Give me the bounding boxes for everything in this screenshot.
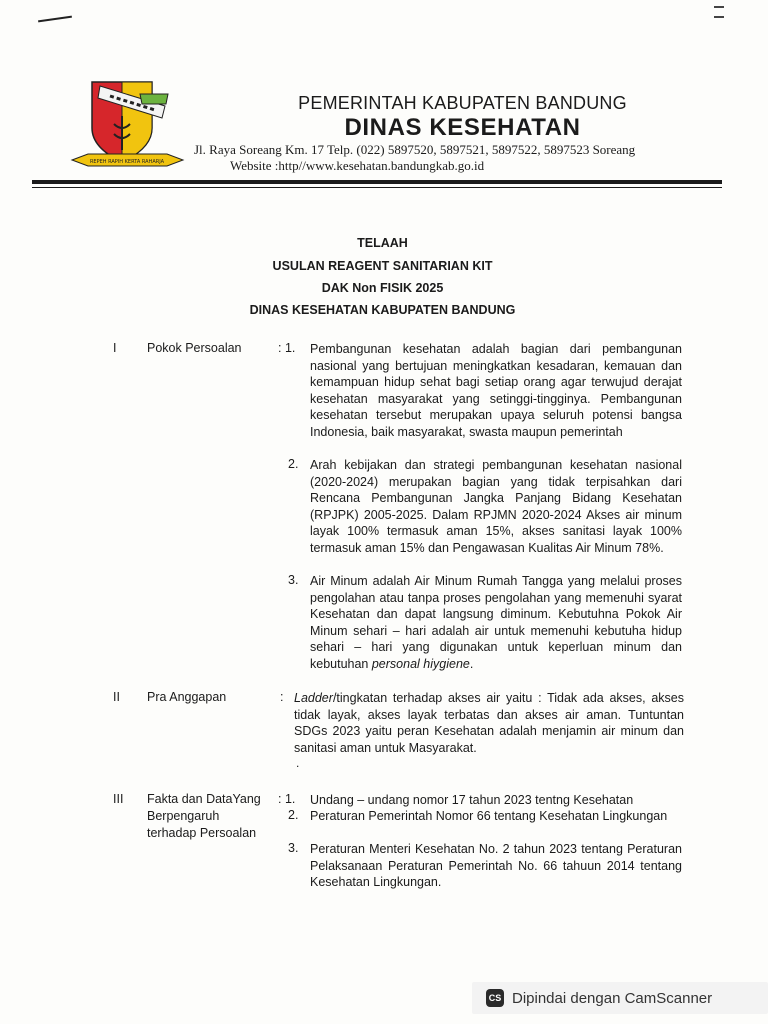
section-2-number: II [113,690,120,704]
section-3-label [147,791,277,842]
letterhead-website: Website :http//www.kesehatan.bandungkab.go.id [230,158,485,173]
letterhead-government: PEMERINTAH KABUPATEN BANDUNG [298,93,627,113]
section-3-item-1-text: Undang – undang nomor 17 tahun 2023 tentng Kesehatan [310,793,634,807]
kabupaten-bandung-logo [70,76,185,171]
section-1-label: Pokok Persoalan [147,341,242,355]
section-3-label-line-2: Berpengaruh [147,809,220,823]
section-1-number: I [113,341,117,355]
section-3-colon-item-1: : 1. [278,792,296,806]
section-3-label-line-3: terhadap Persoalan [147,826,257,840]
section-1-item-2-text: Arah kebijakan dan strategi pembangunan kesehatan nasional (2020-2024) merupakan bagian yang tidak terpisahkan dari Rencana Pembangunan Jangka Panjang Bidang Kesehatan (RPJPK) 2005-2025. Dalam RPJMN 2020-2024 Akses air minum layak 100% termasuk aman 15%, akses sanitasi layak 100% termasuk aman 15% dan Pengawasan Kualitas Air Minum 78%. [310,458,682,555]
section-1-item-1-text: Pembangunan kesehatan adalah bagian dari pembangunan nasional yang bertujuan meningkatkan kesadaran, kemauan dan kemampuan hidup sehat bagi setiap orang agar terwujud derajat kesehatan masyarakat yang setinggi-tingginya. Pembangunan kesehatan tersebut merupakan upaya seluruh potensi bangsa Indonesia, baik masyarakat, swasta maupun pemerintah [310,342,682,439]
header-divider-thick [32,180,722,184]
doc-title-budget: DAK Non FISIK 2025 [321,281,444,295]
camscanner-text: Dipindai dengan CamScanner [512,989,713,1007]
section-2-dot: . [296,756,300,770]
section-3-item-2-text: Peraturan Pemerintah Nomor 66 tentang Kesehatan Lingkungan [310,809,668,823]
section-2-label: Pra Anggapan [147,690,227,704]
camscanner-icon: CS [486,989,504,1007]
section-3-number: III [113,792,124,806]
letterhead-address: Jl. Raya Soreang Km. 17 Telp. (022) 5897520, 5897521, 5897522, 5897523 Soreang [194,142,636,157]
header-divider-thin [32,187,722,188]
section-3-item-3-number: 3. [288,841,299,855]
scan-mark-left [38,16,72,23]
section-1-item-3-number: 3. [288,573,299,587]
camscanner-watermark [472,982,768,1014]
letterhead-agency: DINAS KESEHATAN [344,114,581,141]
svg-text:REPEH RAPIH KERTA RAHARJA: REPEH RAPIH KERTA RAHARJA [89,159,165,165]
section-2-text: Ladder/tingkatan terhadap akses air yaitu : Tidak ada akses, akses tidak layak, akses layak terbatas dan akses air aman. Tuntuntan SDGs 2023 yaitu peran Kesehatan adalah menjamin air minum dan sanitasi aman untuk Masyarakat. [294,691,684,755]
section-1-colon-item-1: : 1. [278,341,296,355]
scan-mark-right [714,6,724,18]
doc-title-agency: DINAS KESEHATAN KABUPATEN BANDUNG [249,303,516,317]
section-3-item-3-text: Peraturan Menteri Kesehatan No. 2 tahun 2023 tentang Peraturan Pelaksanaan Peraturan Pemerintah No. 66 tahuun 2014 tentang Kesehatan Lingkungan. [310,842,682,890]
doc-title-telaah: TELAAH [357,236,408,250]
section-3-item-2-number: 2. [288,808,299,822]
section-1-item-2-number: 2. [288,457,299,471]
doc-title-subject: USULAN REAGENT SANITARIAN KIT [272,259,493,273]
section-3-label-line-1: Fakta dan DataYang [147,792,261,806]
section-1-item-3-text: Air Minum adalah Air Minum Rumah Tangga yang melalui proses pengolahan atau tanpa proses pengolahan yang memenuhi syarat Kesehatan dan dapat langsung diminum. Kebutuhna Pokok Air Minum sehari – hari adalah air untuk memenuhi kebutuha hidup sehari – hari yang digunakan untuk keperluan minum dan kebutuhan personal hiygiene. [310,574,682,671]
section-2-colon: : [280,690,284,704]
